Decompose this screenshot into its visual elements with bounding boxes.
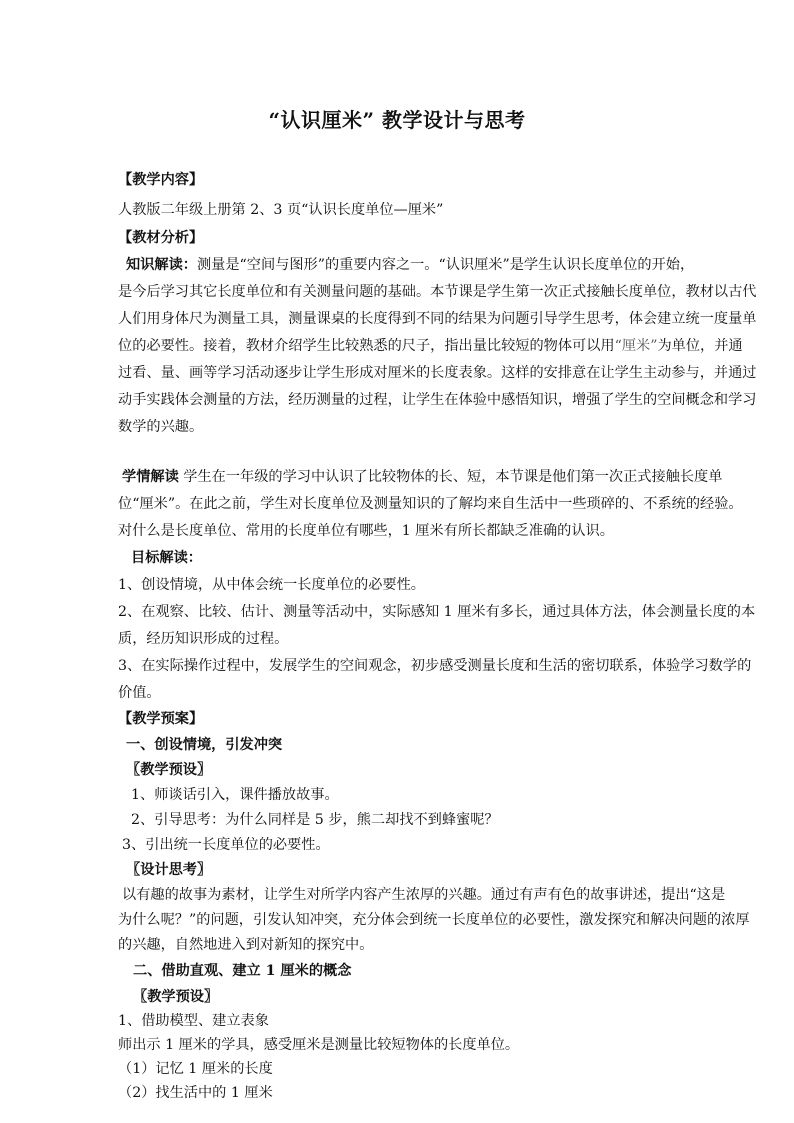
goal-item-3b: 价值。 (118, 685, 161, 701)
part1-step-1: 1、师谈话引入，课件播放故事。 (131, 787, 339, 803)
part2-step-1: 1、借助模型、建立表象 (118, 1013, 269, 1029)
part1-think-1: 以有趣的故事为素材，让学生对所学内容产生浓厚的兴趣。通过有声有色的故事讲述，提出“这是 (122, 887, 726, 903)
knowledge-line-4-b: 为单位，并通 (657, 338, 743, 354)
part1-think-2: 为什么呢？”的问题，引发认知冲突，充分体会到统一长度单位的必要性，激发探究和解决问题的浓厚 (118, 912, 750, 928)
part2-sub-2: （2）找生活中的 1 厘米 (118, 1085, 273, 1101)
goal-item-3a: 3、在实际操作过程中，发展学生的空间观念，初步感受测量长度和生活的密切联系，体验学习数学的 (118, 658, 752, 674)
goals-label: 目标解读： (131, 550, 202, 566)
content-text: 人教版二年级上册第 2、3 页“认识长度单位—厘米” (118, 202, 444, 218)
student-label: 学情解读 (122, 469, 179, 485)
part1-think-label: 〖设计思考〗 (126, 862, 212, 878)
part1-preset-label: 〖教学预设〗 (126, 762, 212, 778)
student-line-3: 对什么是长度单位、常用的长度单位有哪些，1 厘米有所长都缺乏准确的认识。 (118, 523, 614, 539)
part1-heading: 一、创设情境，引发冲突 (126, 737, 283, 753)
part2-sub-1: （1）记忆 1 厘米的长度 (118, 1061, 273, 1077)
knowledge-text: 测量是“空间与图形”的重要内容之一。“认识厘米”是学生认识长度单位的开始， (196, 257, 695, 273)
section-heading-content: 【教学内容】 (118, 172, 204, 188)
document-title: “认识厘米” 教学设计与思考 (268, 108, 526, 132)
part2-heading: 二、借助直观、建立 1 厘米的概念 (133, 963, 352, 979)
knowledge-line-6: 动手实践体会测量的方法，经历测量的过程，让学生在体验中感悟知识，增强了学生的空间概念和学习 (118, 392, 757, 408)
knowledge-line-4-a: 位的必要性。接着，教材介绍学生比较熟悉的尺子，指出量比较短的物体可以用 (118, 338, 615, 354)
goal-item-2b: 质，经历知识形成的过程。 (118, 631, 289, 647)
part2-step-1-desc: 师出示 1 厘米的学具，感受厘米是测量比较短物体的长度单位。 (118, 1037, 520, 1053)
section-heading-plan: 【教学预案】 (118, 711, 204, 727)
goal-item-2a: 2、在观察、比较、估计、测量等活动中，实际感知 1 厘米有多长，通过具体方法，体会测量长度的本 (118, 604, 756, 620)
knowledge-line-1 (126, 255, 694, 275)
knowledge-line-4 (118, 336, 743, 356)
part1-think-3: 的兴趣，自然地进入到对新知的探究中。 (118, 937, 374, 953)
student-text: 学生在一年级的学习中认识了比较物体的长、短，本节课是他们第一次正式接触长度单 (178, 469, 723, 485)
knowledge-quote-cm: “厘米” (614, 338, 658, 354)
knowledge-line-3: 人们用身体尺为测量工具，测量课桌的长度得到不同的结果为问题引导学生思考，体会建立统一度量单 (118, 311, 757, 327)
part1-step-3: 3、引出统一长度单位的必要性。 (122, 837, 330, 853)
part1-step-2: 2、引导思考：为什么同样是 5 步，熊二却找不到蜂蜜呢？ (131, 812, 499, 828)
knowledge-line-7: 数学的兴趣。 (118, 419, 204, 435)
part2-preset-label: 〖教学预设〗 (133, 989, 219, 1005)
knowledge-label: 知识解读： (126, 257, 197, 273)
student-line-1 (122, 467, 722, 487)
section-heading-analysis: 【教材分析】 (118, 230, 204, 246)
goal-item-1: 1、创设情境，从中体会统一长度单位的必要性。 (118, 577, 425, 593)
knowledge-line-5: 过看、量、画等学习活动逐步让学生形成对厘米的长度表象。这样的安排意在让学生主动参与，并通过 (118, 365, 757, 381)
knowledge-line-2: 是今后学习其它长度单位和有关测量问题的基础。本节课是学生第一次正式接触长度单位，教材以古代 (118, 284, 757, 300)
student-line-2: 位“厘米”。在此之前，学生对长度单位及测量知识的了解均来自生活中一些琐碎的、不系统的经验。 (118, 496, 743, 512)
